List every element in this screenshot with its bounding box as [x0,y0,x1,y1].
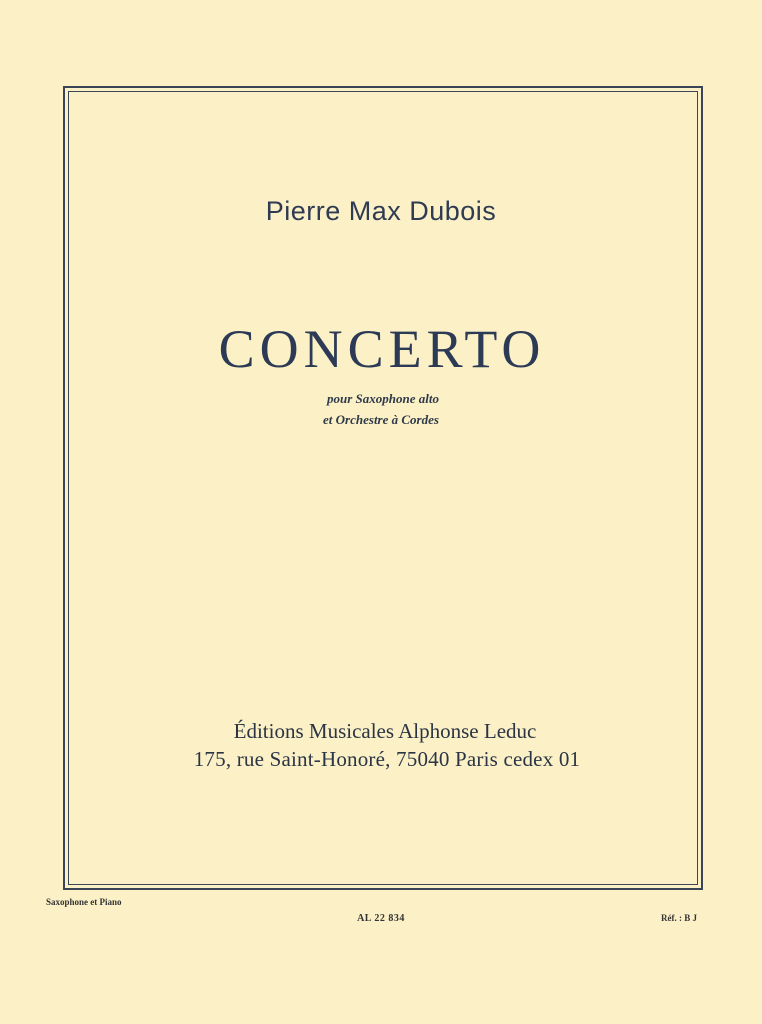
publisher-name: Éditions Musicales Alphonse Leduc [233,719,537,743]
composer-name: Pierre Max Dubois [265,196,497,226]
subtitle-line-1: pour Saxophone alto [327,391,439,406]
reference-code: Réf. : B J [661,913,697,923]
subtitle-line-2: et Orchestre à Cordes [323,412,439,427]
catalog-number: AL 22 834 [357,913,405,924]
publisher-address: 175, rue Saint-Honoré, 75040 Paris cedex 01 [193,747,581,771]
work-title: CONCERTO [218,319,546,379]
instrumentation-label: Saxophone et Piano [46,897,122,907]
